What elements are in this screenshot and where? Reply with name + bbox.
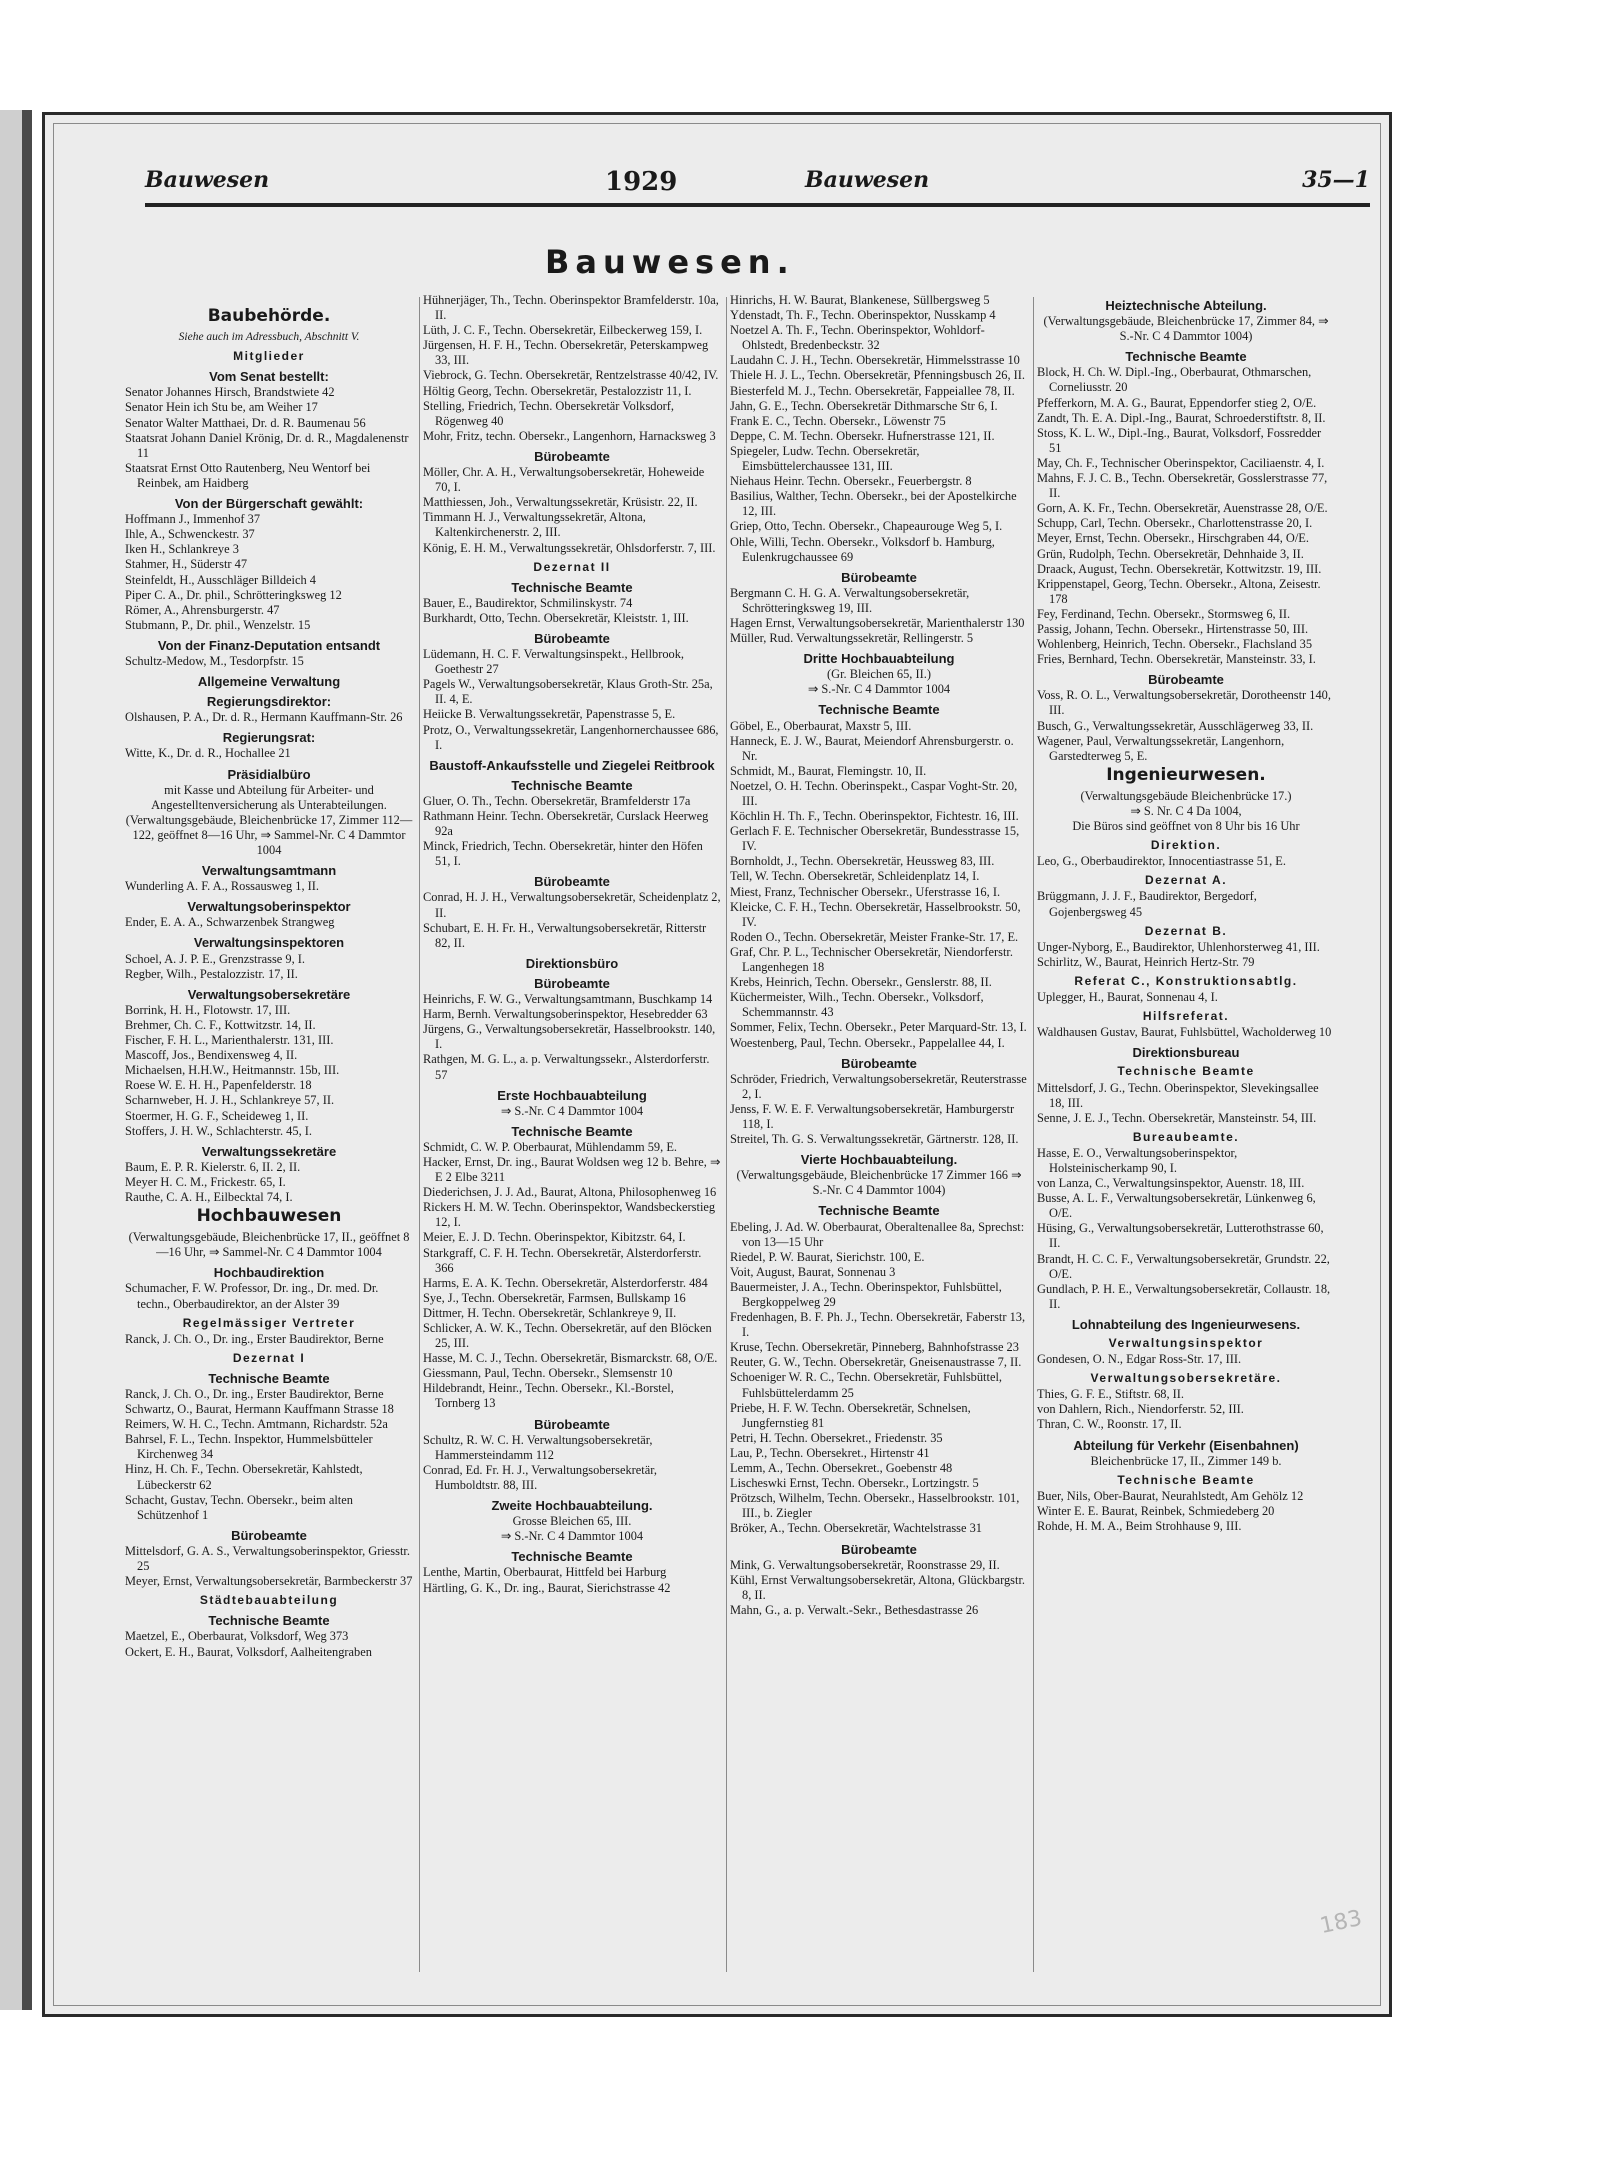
directory-entry: Miest, Franz, Technischer Obersekr., Uferstrasse 16, I. xyxy=(730,884,1001,899)
subsection-heading: Technische Beamte xyxy=(818,702,940,718)
directory-entry: Matthiessen, Joh., Verwaltungssekretär, Krüsistr. 22, II. xyxy=(423,495,698,510)
directory-entry: Fries, Bernhard, Techn. Obersekretär, Mansteinstr. 33, I. xyxy=(1037,652,1316,667)
section-heading: Ingenieurwesen. xyxy=(1106,764,1266,785)
directory-entry: Krippenstapel, Georg, Techn. Obersekr., Altona, Zeisestr. 178 xyxy=(1037,576,1324,606)
spaced-heading: Regelmässiger Vertreter xyxy=(182,1315,356,1330)
directory-entry: Priebe, H. F. W. Techn. Obersekretär, Schnelsen, Jungfernstieg 81 xyxy=(730,1400,974,1430)
directory-entry: Petri, H. Techn. Obersekret., Friedenstr. 35 xyxy=(730,1430,943,1445)
directory-entry: Kühl, Ernst Verwaltungsobersekretär, Altona, Glückbargstr. 8, II. xyxy=(730,1572,1029,1602)
directory-entry: Mahns, F. J. C. B., Techn. Obersekretär, Gosslerstrasse 77, II. xyxy=(1037,471,1331,501)
office-info: (Verwaltungsgebäude, Bleichenbrücke 17, Zimmer 84, ⇒ S.-Nr. C 4 Dammtor 1004) xyxy=(1043,314,1332,344)
directory-entry: Woestenberg, Paul, Techn. Obersekr., Pappelallee 44, I. xyxy=(730,1035,1005,1050)
directory-entry: Mohr, Fritz, techn. Obersekr., Langenhorn, Harnacksweg 3 xyxy=(423,428,716,443)
directory-entry: Stoss, K. L. W., Dipl.-Ing., Baurat, Volksdorf, Fossredder 51 xyxy=(1037,425,1325,455)
column-divider xyxy=(1033,297,1034,1972)
subsection-heading: Verwaltungsobersekretäre xyxy=(187,986,351,1002)
subsection-heading: Bürobeamte xyxy=(534,448,610,464)
directory-entry: Thran, C. W., Roonstr. 17, II. xyxy=(1037,1417,1182,1432)
directory-entry: Meyer H. C. M., Frickestr. 65, I. xyxy=(125,1174,286,1189)
office-info: Die Büros sind geöffnet von 8 Uhr bis 16 Uhr xyxy=(1072,819,1300,834)
directory-entry: Hoffmann J., Immenhof 37 xyxy=(125,512,261,527)
running-head-left: Bauwesen xyxy=(145,167,270,193)
directory-entry: Grün, Rudolph, Techn. Obersekretär, Dehnhaide 3, II. xyxy=(1037,546,1304,561)
directory-entry: Conrad, Ed. Fr. H. J., Verwaltungsobersekretär, Humboldtstr. 88, III. xyxy=(423,1462,661,1492)
directory-entry: Schupp, Carl, Techn. Obersekr., Charlottenstrasse 20, I. xyxy=(1037,516,1313,531)
directory-entry: Ebeling, J. Ad. W. Oberbaurat, Oberaltenallee 8a, Sprechst: von 13—15 Uhr xyxy=(730,1219,1028,1249)
directory-entry: Jürgens, G., Verwaltungsobersekretär, Hasselbrookstr. 140, I. xyxy=(423,1022,719,1052)
directory-entry: Uplegger, H., Baurat, Sonnenau 4, I. xyxy=(1037,990,1218,1005)
directory-entry: Hüsing, G., Verwaltungsobersekretär, Lutterothstrasse 60, II. xyxy=(1037,1221,1327,1251)
directory-entry: Passig, Johann, Techn. Obersekr., Hirtenstrasse 50, III. xyxy=(1037,621,1309,636)
directory-entry: Stoermer, H. G. F., Scheideweg 1, II. xyxy=(125,1108,309,1123)
directory-entry: Thiele H. J. L., Techn. Obersekretär, Pfenningsbusch 26, II. xyxy=(730,368,1026,383)
office-info: ⇒ S.-Nr. C 4 Dammtor 1004 xyxy=(807,682,951,697)
directory-entry: Hasse, M. C. J., Techn. Obersekretär, Bismarckstr. 68, O/E. xyxy=(423,1351,718,1366)
office-info: ⇒ S.-Nr. C 4 Dammtor 1004 xyxy=(500,1103,644,1118)
subsection-heading: Direktionsbüro xyxy=(525,955,619,971)
directory-entry: Roden O., Techn. Obersekretär, Meister Franke-Str. 17, E. xyxy=(730,929,1019,944)
directory-entry: Bauermeister, J. A., Techn. Oberinspektor, Fuhlsbüttel, Bergkoppelweg 29 xyxy=(730,1279,1005,1309)
directory-entry: Meier, E. J. D. Techn. Oberinspektor, Kibitzstr. 64, I. xyxy=(423,1230,686,1245)
directory-entry: von Lanza, C., Verwaltungsinspektor, Auenstr. 18, III. xyxy=(1037,1176,1305,1191)
subsection-heading: Technische Beamte xyxy=(511,777,633,793)
subsection-heading: Technische Beamte xyxy=(511,579,633,595)
subsection-heading: Verwaltungsinspektoren xyxy=(193,935,345,951)
spaced-heading: Hilfsreferat. xyxy=(1142,1009,1230,1024)
directory-entry: Niehaus Heinr. Techn. Obersekr., Feuerbergstr. 8 xyxy=(730,474,972,489)
directory-entry: Sommer, Felix, Techn. Obersekr., Peter Marquard-Str. 13, I. xyxy=(730,1020,1027,1035)
directory-entry: Gluer, O. Th., Techn. Obersekretär, Bramfelderstr 17a xyxy=(423,793,691,808)
directory-entry: Sye, J., Techn. Obersekretär, Farmsen, Bullskamp 16 xyxy=(423,1290,686,1305)
subsection-heading: Vom Senat bestellt: xyxy=(209,369,329,385)
directory-entry: Ender, E. A. A., Schwarzenbek Strangweg xyxy=(125,915,335,930)
directory-entry: Schultz, R. W. C. H. Verwaltungsobersekretär, Hammersteindamm 112 xyxy=(423,1432,656,1462)
directory-entry: Zandt, Th. E. A. Dipl.-Ing., Baurat, Schroederstiftstr. 8, II. xyxy=(1037,410,1326,425)
directory-entry: Griep, Otto, Techn. Obersekr., Chapeaurouge Weg 5, I. xyxy=(730,519,1003,534)
subsection-heading: Regierungsdirektor: xyxy=(206,694,332,710)
directory-entry: Ohle, Willi, Techn. Obersekr., Volksdorf b. Hamburg, Eulenkrugchaussee 69 xyxy=(730,534,998,564)
directory-entry: Heinrichs, F. W. G., Verwaltungsamtmann, Buschkamp 14 xyxy=(423,992,713,1007)
directory-entry: Block, H. Ch. W. Dipl.-Ing., Oberbaurat, Othmarschen, Corneliusstr. 20 xyxy=(1037,365,1315,395)
directory-entry: Timmann H. J., Verwaltungssekretär, Altona, Kaltenkirchenerstr. 2, III. xyxy=(423,510,649,540)
subsection-heading: Bürobeamte xyxy=(1148,672,1224,688)
spaced-heading: Dezernat A. xyxy=(1144,873,1228,888)
directory-entry: Starkgraff, C. F. H. Techn. Obersekretär, Alsterdorferstr. 366 xyxy=(423,1245,705,1275)
directory-entry: Rohde, H. M. A., Beim Strohhause 9, III. xyxy=(1037,1519,1242,1534)
directory-entry: Fredenhagen, B. F. Ph. J., Techn. Obersekretär, Faberstr 13, I. xyxy=(730,1310,1029,1340)
subsection-heading: Verwaltungssekretäre xyxy=(201,1143,337,1159)
directory-entry: Iken H., Schlankreye 3 xyxy=(125,542,239,557)
subsection-heading: Bürobeamte xyxy=(841,1541,917,1557)
directory-entry: Wunderling A. F. A., Rossausweg 1, II. xyxy=(125,879,319,894)
directory-entry: Hagen Ernst, Verwaltungsobersekretär, Marienthalerstr 130 xyxy=(730,615,1025,630)
directory-entry: Winter E. E. Baurat, Reinbek, Schmiedeberg 20 xyxy=(1037,1503,1275,1518)
subsection-heading: Direktionsbureau xyxy=(1132,1045,1240,1061)
directory-entry: Bornholdt, J., Techn. Obersekretär, Heussweg 83, III. xyxy=(730,854,995,869)
directory-entry: Hacker, Ernst, Dr. ing., Baurat Woldsen weg 12 b. Behre, ⇒ E 2 Elbe 3211 xyxy=(423,1154,724,1185)
subsection-heading: Vierte Hochbauabteilung. xyxy=(800,1152,958,1168)
directory-entry: Fischer, F. H. L., Marienthalerstr. 131, III. xyxy=(125,1033,334,1048)
directory-entry: Wagener, Paul, Verwaltungssekretär, Langenhorn, Garstedterweg 5, E. xyxy=(1037,733,1288,763)
office-info: (Verwaltungsgebäude, Bleichenbrücke 17, II., geöffnet 8—16 Uhr, ⇒ Sammel-Nr. C 4 Dammtor 1004 xyxy=(128,1230,410,1260)
directory-entry: Rauthe, C. A. H., Eilbecktal 74, I. xyxy=(125,1189,293,1204)
directory-entry: Senne, J. E. J., Techn. Obersekretär, Mansteinstr. 54, III. xyxy=(1037,1110,1317,1125)
cross-reference-note: Siehe auch im Adressbuch, Abschnitt V. xyxy=(178,331,360,344)
directory-entry: Brehmer, Ch. C. F., Kottwitzstr. 14, II. xyxy=(125,1017,316,1032)
subsection-heading: Von der Bürgerschaft gewählt: xyxy=(174,496,364,512)
directory-entry: Römer, A., Ahrensburgerstr. 47 xyxy=(125,602,280,617)
subsection-heading: Allgemeine Verwaltung xyxy=(197,674,341,690)
column-divider xyxy=(419,297,420,1972)
directory-entry: Gorn, A. K. Fr., Techn. Obersekretär, Auenstrasse 28, O/E. xyxy=(1037,501,1328,516)
subsection-heading: Bürobeamte xyxy=(534,1416,610,1432)
directory-entry: Dittmer, H. Techn. Obersekretär, Schlankreye 9, II. xyxy=(423,1305,677,1320)
directory-entry: Spiegeler, Ludw. Techn. Obersekretär, Eimsbüttelerchaussee 131, III. xyxy=(730,443,923,474)
directory-entry: Noetzel A. Th. F., Techn. Oberinspektor, Wohldorf-Ohlstedt, Bredenbeckstr. 32 xyxy=(730,323,985,353)
directory-entry: Draack, August, Techn. Obersekretär, Kottwitzstr. 19, III. xyxy=(1037,561,1322,576)
subsection-heading: Baustoff-Ankaufsstelle und Ziegelei Reitbrook xyxy=(429,757,715,773)
directory-entry: Krebs, Heinrich, Techn. Obersekr., Genslerstr. 88, II. xyxy=(730,975,992,990)
subsection-heading: Technische Beamte xyxy=(818,1203,940,1219)
directory-entry: Schröder, Friedrich, Verwaltungsobersekretär, Reuterstrasse 2, I. xyxy=(730,1071,1030,1101)
subsection-heading: Erste Hochbauabteilung xyxy=(497,1087,647,1103)
directory-entry: Stahmer, H., Süderstr 47 xyxy=(125,557,248,572)
directory-entry: Hanneck, E. J. W., Baurat, Meiendorf Ahrensburgerstr. o. Nr. xyxy=(730,733,1017,763)
directory-entry: Mahn, G., a. p. Verwalt.-Sekr., Bethesdastrasse 26 xyxy=(730,1602,979,1617)
office-info: Grosse Bleichen 65, III. xyxy=(512,1514,632,1529)
directory-entry: Viebrock, G. Techn. Obersekretär, Rentzelstrasse 40/42, IV. xyxy=(423,368,719,383)
directory-entry: Bauer, E., Baudirektor, Schmilinskystr. 74 xyxy=(423,595,633,610)
directory-entry: Biesterfeld M. J., Techn. Obersekretär, Fappeiallee 78, II. xyxy=(730,383,1015,398)
directory-entry: Conrad, H. J. H., Verwaltungsobersekretär, Scheidenplatz 2, II. xyxy=(423,890,724,920)
subsection-heading: Bürobeamte xyxy=(534,874,610,890)
directory-entry: Fey, Ferdinand, Techn. Obersekr., Stormsweg 6, II. xyxy=(1037,606,1291,621)
directory-entry: Mittelsdorf, J. G., Techn. Oberinspektor, Slevekingsallee 18, III. xyxy=(1037,1080,1322,1110)
directory-entry: Härtling, G. K., Dr. ing., Baurat, Sierichstrasse 42 xyxy=(423,1580,671,1595)
directory-entry: Busch, G., Verwaltungssekretär, Ausschlägerweg 33, II. xyxy=(1037,718,1314,733)
directory-entry: Noetzel, O. H. Techn. Oberinspekt., Caspar Voght-Str. 20, III. xyxy=(730,778,1021,808)
subsection-heading: Bürobeamte xyxy=(534,630,610,646)
column-2 xyxy=(423,293,724,1983)
spaced-heading: Dezernat B. xyxy=(1144,923,1228,938)
spaced-heading: Technische Beamte xyxy=(1117,1064,1255,1079)
directory-entry: Gerlach F. E. Technischer Obersekretär, Bundesstrasse 15, IV. xyxy=(730,824,1023,854)
directory-entry: Lischeswki Ernst, Techn. Obersekr., Lortzingstr. 5 xyxy=(730,1476,979,1491)
office-info: mit Kasse und Abteilung für Arbeiter- und Angestelltenversicherung als Unterabteilungen. xyxy=(151,782,387,812)
spaced-heading: Technische Beamte xyxy=(1117,1472,1255,1487)
directory-entry: Schwartz, O., Baurat, Hermann Kauffmann Strasse 18 xyxy=(125,1402,394,1417)
subsection-heading: Technische Beamte xyxy=(208,1613,330,1629)
directory-entry: Scharnweber, H. J. H., Schlankreye 57, II. xyxy=(125,1093,335,1108)
subsection-heading: Bürobeamte xyxy=(841,1055,917,1071)
directory-entry: Brüggmann, J. J. F., Baudirektor, Bergedorf, Gojenbergsweg 45 xyxy=(1037,889,1261,919)
handwritten-note: 183 xyxy=(1317,1905,1365,1940)
directory-entry: Bröker, A., Techn. Obersekretär, Wachtelstrasse 31 xyxy=(730,1521,982,1536)
column-1 xyxy=(125,305,413,1995)
spaced-heading: Dezernat II xyxy=(533,559,611,574)
subsection-heading: Dritte Hochbauabteilung xyxy=(803,651,955,667)
directory-entry: Lüth, J. C. F., Techn. Obersekretär, Eilbeckerweg 159, I. xyxy=(423,323,703,338)
directory-entry: Meyer, Ernst, Verwaltungsobersekretär, Barmbeckerstr 37 xyxy=(125,1574,413,1589)
directory-entry: Deppe, C. M. Techn. Obersekr. Hufnerstrasse 121, II. xyxy=(730,428,995,443)
directory-entry: Hildebrandt, Heinr., Techn. Obersekr., Kl.-Borstel, Tornberg 13 xyxy=(423,1381,677,1411)
directory-entry: Schoeniger W. R. C., Techn. Obersekretär, Fuhlsbüttel, Fuhlsbüttelerdamm 25 xyxy=(730,1370,1006,1400)
subsection-heading: Hochbaudirektion xyxy=(213,1265,325,1281)
spaced-heading: Dezernat I xyxy=(232,1350,306,1365)
directory-entry: Borrink, H. H., Flotowstr. 17, III. xyxy=(125,1002,291,1017)
scan-left-edge xyxy=(22,110,32,2010)
directory-entry: Ranck, J. Ch. O., Dr. ing., Erster Baudirektor, Berne xyxy=(125,1387,384,1401)
directory-entry: Burkhardt, Otto, Techn. Obersekretär, Kleiststr. 1, III. xyxy=(423,610,689,625)
directory-entry: Brandt, H. C. C. F., Verwaltungsobersekretär, Grundstr. 22, O/E. xyxy=(1037,1251,1333,1281)
directory-entry: Frank E. C., Techn. Obersekr., Löwenstr 75 xyxy=(730,413,946,428)
directory-entry: Streitel, Th. G. S. Verwaltungssekretär, Gärtnerstr. 128, II. xyxy=(730,1132,1019,1147)
directory-entry: Wohlenberg, Heinrich, Techn. Obersekr., Flachsland 35 xyxy=(1037,637,1313,652)
directory-entry: Ockert, E. H., Baurat, Volksdorf, Aalheitengraben xyxy=(125,1644,372,1659)
directory-entry: Rathgen, M. G. L., a. p. Verwaltungssekr., Alsterdorferstr. 57 xyxy=(423,1052,713,1082)
directory-entry: von Dahlern, Rich., Niendorferstr. 52, III. xyxy=(1037,1402,1244,1417)
directory-entry: Unger-Nyborg, E., Baudirektor, Uhlenhorsterweg 41, III. xyxy=(1037,939,1320,954)
directory-entry: Jürgensen, H. F. H., Techn. Obersekretär, Peterskampweg 33, III. xyxy=(423,338,712,368)
column-divider xyxy=(726,297,727,1972)
directory-entry: Kleicke, C. F. H., Techn. Obersekretär, Hasselbrookstr. 50, IV. xyxy=(730,899,1024,929)
directory-entry: Staatsrat Johann Daniel Krönig, Dr. d. R., Magdalenenstr 11 xyxy=(125,430,412,460)
directory-entry: Baum, E. P. R. Kielerstr. 6, II. 2, II. xyxy=(125,1159,301,1174)
spaced-heading: Direktion. xyxy=(1150,838,1222,853)
directory-entry: Jenss, F. W. E. F. Verwaltungsobersekretär, Hamburgerstr 118, I. xyxy=(730,1101,1018,1131)
subsection-heading: Bürobeamte xyxy=(231,1527,307,1543)
directory-entry: Höltig Georg, Techn. Obersekretär, Pestalozzistr 11, I. xyxy=(423,383,692,398)
directory-entry: Müller, Rud. Verwaltungssekretär, Rellingerstr. 5 xyxy=(730,631,974,646)
directory-entry: Laudahn C. J. H., Techn. Obersekretär, Himmelsstrasse 10 xyxy=(730,353,1020,368)
spaced-heading: Verwaltungsobersekretäre. xyxy=(1090,1371,1282,1386)
directory-entry: Witte, K., Dr. d. R., Hochallee 21 xyxy=(125,746,291,761)
directory-entry: Lau, P., Techn. Obersekret., Hirtenstr 41 xyxy=(730,1445,930,1460)
section-heading: Baubehörde. xyxy=(207,306,331,326)
directory-entry: Ihle, A., Schwenckestr. 37 xyxy=(125,527,255,542)
directory-entry: Rickers H. M. W. Techn. Oberinspektor, Wandsbeckerstieg 12, I. xyxy=(423,1200,719,1230)
directory-entry: Jahn, G. E., Techn. Obersekretär Dithmarsche Str 6, I. xyxy=(730,398,998,413)
directory-entry: Mittelsdorf, G. A. S., Verwaltungsoberinspektor, Griesstr. 25 xyxy=(125,1543,414,1574)
directory-entry: Protz, O., Verwaltungssekretär, Langenhornerchaussee 686, I. xyxy=(423,722,722,752)
section-heading: Hochbauwesen xyxy=(196,1206,342,1227)
page-number: 35—1 xyxy=(1302,167,1370,193)
directory-entry: Reimers, W. H. C., Techn. Amtmann, Richardstr. 52a xyxy=(125,1417,388,1432)
subsection-heading: Technische Beamte xyxy=(511,1549,633,1565)
directory-entry: Rathmann Heinr. Techn. Obersekretär, Curslack Heerweg 92a xyxy=(423,809,712,839)
directory-entry: Waldhausen Gustav, Baurat, Fuhlsbüttel, Wacholderweg 10 xyxy=(1037,1025,1332,1040)
directory-entry: Köchlin H. Th. F., Techn. Oberinspektor, Fichtestr. 16, III. xyxy=(730,809,1019,824)
directory-entry: Stelling, Friedrich, Techn. Obersekretär Volksdorf, Rögenweg 40 xyxy=(423,398,678,428)
directory-entry: Giessmann, Paul, Techn. Obersekr., Slemsenstr 10 xyxy=(423,1366,673,1381)
directory-entry: Senator Hein ich Stu be, am Weiher 17 xyxy=(125,400,318,415)
subsection-heading: Abteilung für Verkehr (Eisenbahnen) xyxy=(1073,1437,1299,1453)
directory-entry: Senator Walter Matthaei, Dr. d. R. Baumenau 56 xyxy=(125,415,366,430)
directory-entry: Prötzsch, Wilhelm, Techn. Obersekr., Hasselbrookstr. 101, III., b. Ziegler xyxy=(730,1491,1023,1521)
directory-entry: Bergmann C. H. G. A. Verwaltungsobersekretär, Schrötteringksweg 19, III. xyxy=(730,585,973,615)
directory-entry: Ydenstadt, Th. F., Techn. Oberinspektor, Nusskamp 4 xyxy=(730,308,996,323)
directory-entry: Kruse, Techn. Obersekretär, Pinneberg, Bahnhofstrasse 23 xyxy=(730,1340,1019,1355)
directory-entry: Lemm, A., Techn. Obersekret., Goebenstr 48 xyxy=(730,1461,953,1476)
directory-entry: Göbel, E., Oberbaurat, Maxstr 5, III. xyxy=(730,718,912,733)
directory-entry: Lenthe, Martin, Oberbaurat, Hittfeld bei Harburg xyxy=(423,1565,667,1580)
directory-entry: Busse, A. L. F., Verwaltungsobersekretär, Lünkenweg 6, O/E. xyxy=(1037,1191,1319,1221)
directory-entry: Thies, G. F. E., Stiftstr. 68, II. xyxy=(1037,1387,1185,1402)
directory-entry: Harms, E. A. K. Techn. Obersekretär, Alsterdorferstr. 484 xyxy=(423,1275,708,1290)
column-4 xyxy=(1037,293,1335,1983)
directory-entry: Minck, Friedrich, Techn. Obersekretär, hinter den Höfen 51, I. xyxy=(423,839,706,869)
directory-entry: Schmidt, M., Baurat, Flemingstr. 10, II. xyxy=(730,763,927,778)
directory-entry: Riedel, P. W. Baurat, Sierichstr. 100, E. xyxy=(730,1249,925,1264)
office-info: Bleichenbrücke 17, II., Zimmer 149 b. xyxy=(1090,1453,1282,1468)
directory-entry: Schirlitz, W., Baurat, Heinrich Hertz-Str. 79 xyxy=(1037,954,1255,969)
subsection-heading: Verwaltungsoberinspektor xyxy=(187,899,351,915)
directory-entry: Harm, Bernh. Verwaltungsoberinspektor, Hesebredder 63 xyxy=(423,1007,708,1022)
directory-entry: Schoel, A. J. P. E., Grenzstrasse 9, I. xyxy=(125,951,305,966)
subsection-heading: Heiztechnische Abteilung. xyxy=(1105,298,1267,313)
office-info: (Verwaltungsgebäude, Bleichenbrücke 17 Zimmer 166 ⇒ S.-Nr. C 4 Dammtor 1004) xyxy=(736,1168,1025,1198)
directory-entry: Roese W. E. H. H., Papenfelderstr. 18 xyxy=(125,1078,312,1093)
directory-entry: Schubart, E. H. Fr. H., Verwaltungsobersekretär, Ritterstr 82, II. xyxy=(423,920,710,950)
running-head-right: Bauwesen xyxy=(805,167,930,193)
subsection-heading: Verwaltungsamtmann xyxy=(201,863,337,879)
directory-entry: Michaelsen, H.H.W., Heitmannstr. 15b, III. xyxy=(125,1063,340,1078)
directory-entry: Hasse, E. O., Verwaltungsoberinspektor, Holsteinischerkamp 90, I. xyxy=(1037,1145,1241,1175)
directory-entry: König, E. H. M., Verwaltungssekretär, Ohlsdorferstr. 7, III. xyxy=(423,540,716,555)
subsection-heading: Technische Beamte xyxy=(208,1370,330,1386)
column-3 xyxy=(730,293,1028,1983)
directory-entry: Voss, R. O. L., Verwaltungsobersekretär, Dorotheenstr 140, III. xyxy=(1037,688,1335,718)
directory-entry: May, Ch. F., Technischer Oberinspektor, Caciliaenstr. 4, I. xyxy=(1037,455,1325,470)
directory-entry: Stoffers, J. H. W., Schlachterstr. 45, I. xyxy=(125,1123,312,1138)
directory-entry: Maetzel, E., Oberbaurat, Volksdorf, Weg 373 xyxy=(125,1629,349,1644)
directory-entry: Pagels W., Verwaltungsobersekretär, Klaus Groth-Str. 25a, II. 4, E. xyxy=(423,677,716,707)
directory-entry: Küchermeister, Wilh., Techn. Obersekr., Volksdorf, Schemmannstr. 43 xyxy=(730,990,987,1020)
directory-entry: Pfefferkorn, M. A. G., Baurat, Eppendorfer stieg 2, O/E. xyxy=(1037,395,1317,410)
directory-entry: Schumacher, F. W. Professor, Dr. ing., Dr. med. Dr. techn., Oberbaudirektor, an der Alster 39 xyxy=(125,1281,382,1311)
directory-entry: Stubmann, P., Dr. phil., Wenzelstr. 15 xyxy=(125,617,311,632)
directory-entry: Piper C. A., Dr. phil., Schrötteringksweg 12 xyxy=(125,587,342,602)
office-info: ⇒ S. Nr. C 4 Da 1004, xyxy=(1130,804,1242,818)
directory-entry: Bahrsel, F. L., Techn. Inspektor, Hummelsbütteler Kirchenweg 34 xyxy=(125,1432,376,1462)
directory-entry: Schmidt, C. W. P. Oberbaurat, Mühlendamm 59, E. xyxy=(423,1139,677,1154)
directory-entry: Ranck, J. Ch. O., Dr. ing., Erster Baudirektor, Berne xyxy=(125,1331,384,1346)
directory-entry: Voit, August, Baurat, Sonnenau 3 xyxy=(730,1264,896,1279)
directory-entry: Basilius, Walther, Techn. Obersekr., bei der Apostelkirche 12, III. xyxy=(730,489,1020,519)
subsection-heading: Technische Beamte xyxy=(1125,349,1247,365)
office-info: (Gr. Bleichen 65, II.) xyxy=(827,667,931,682)
running-head xyxy=(145,167,1370,201)
directory-page xyxy=(42,112,1392,2017)
directory-entry: Gundlach, P. H. E., Verwaltungsobersekretär, Collaustr. 18, II. xyxy=(1037,1281,1334,1311)
scan-left-strip xyxy=(0,110,22,2010)
spaced-heading: Verwaltungsinspektor xyxy=(1108,1336,1264,1350)
subsection-heading: Bürobeamte xyxy=(841,569,917,585)
spaced-heading: Referat C., Konstruktionsabtlg. xyxy=(1074,973,1298,988)
page-title: Bauwesen. xyxy=(545,243,795,281)
directory-entry: Reuter, G. W., Techn. Obersekretär, Gneisenaustrasse 7, II. xyxy=(730,1355,1022,1370)
directory-entry: Hühnerjäger, Th., Techn. Oberinspektor Bramfelderstr. 10a, II. xyxy=(423,293,722,323)
subsection-heading: Technische Beamte xyxy=(511,1123,633,1139)
subsection-heading: Von der Finanz-Deputation entsandt xyxy=(157,637,381,653)
office-info: ⇒ S.-Nr. C 4 Dammtor 1004 xyxy=(500,1529,644,1544)
subsection-heading: Bürobeamte xyxy=(534,975,610,991)
directory-entry: Regber, Wilh., Pestalozzistr. 17, II. xyxy=(125,966,298,981)
directory-entry: Buer, Nils, Ober-Baurat, Neurahlstedt, Am Gehölz 12 xyxy=(1037,1488,1304,1503)
directory-entry: Lüdemann, H. C. F. Verwaltungsinspekt., Hellbrook, Goethestr 27 xyxy=(423,647,688,677)
directory-entry: Hinz, H. Ch. F., Techn. Obersekretär, Kahlstedt, Lübeckerstr 62 xyxy=(125,1462,366,1492)
office-info: (Verwaltungsgebäude, Bleichenbrücke 17, Zimmer 112—122, geöffnet 8—16 Uhr, ⇒ Sammel-Nr. C 4 Dammtor 1004 xyxy=(125,812,413,857)
spaced-heading: Bureaubeamte. xyxy=(1132,1129,1240,1144)
directory-entry: Mink, G. Verwaltungsobersekretär, Roonstrasse 29, II. xyxy=(730,1557,1000,1572)
directory-entry: Senator Johannes Hirsch, Brandstwiete 42 xyxy=(125,385,335,400)
directory-entry: Gondesen, O. N., Edgar Ross-Str. 17, III. xyxy=(1037,1352,1242,1367)
directory-entry: Tell, W. Techn. Obersekretär, Schleidenplatz 14, I. xyxy=(730,869,980,884)
directory-entry: Hinrichs, H. W. Baurat, Blankenese, Süllbergsweg 5 xyxy=(730,293,990,307)
directory-entry: Meyer, Ernst, Techn. Obersekr., Hirschgraben 44, O/E. xyxy=(1037,531,1309,546)
directory-entry: Schlicker, A. W. K., Techn. Obersekretär, auf den Blöcken 25, III. xyxy=(423,1321,715,1351)
subsection-heading: Zweite Hochbauabteilung. xyxy=(491,1498,653,1514)
running-head-year: 1929 xyxy=(605,167,678,197)
directory-entry: Schacht, Gustav, Techn. Obersekr., beim alten Schützenhof 1 xyxy=(125,1492,357,1522)
subsection-heading: Präsidialbüro xyxy=(227,766,311,782)
directory-entry: Möller, Chr. A. H., Verwaltungsobersekretär, Hoheweide 70, I. xyxy=(423,465,708,495)
directory-entry: Staatsrat Ernst Otto Rautenberg, Neu Wentorf bei Reinbek, am Haidberg xyxy=(125,460,374,490)
directory-entry: Heiicke B. Verwaltungssekretär, Papenstrasse 5, E. xyxy=(423,707,676,722)
directory-entry: Leo, G., Oberbaudirektor, Innocentiastrasse 51, E. xyxy=(1037,854,1286,869)
directory-entry: Mascoff, Jos., Bendixensweg 4, II. xyxy=(125,1048,298,1063)
directory-entry: Steinfeldt, H., Ausschläger Billdeich 4 xyxy=(125,572,316,587)
directory-entry: Diederichsen, J. J. Ad., Baurat, Altona, Philosophenweg 16 xyxy=(423,1185,717,1200)
directory-entry: Olshausen, P. A., Dr. d. R., Hermann Kauffmann-Str. 26 xyxy=(125,710,403,725)
spaced-heading: Städtebauabteilung xyxy=(199,1593,339,1608)
office-info: (Verwaltungsgebäude Bleichenbrücke 17.) xyxy=(1080,788,1292,803)
subsection-heading: Regierungsrat: xyxy=(222,730,316,746)
spaced-heading: Mitglieder xyxy=(233,349,305,364)
directory-entry: Schultz-Medow, M., Tesdorpfstr. 15 xyxy=(125,653,304,668)
directory-entry: Graf, Chr. P. L., Technischer Obersekretär, Niendorferstr. Langenhegen 18 xyxy=(730,944,1017,975)
head-rule xyxy=(145,203,1370,207)
subsection-heading: Lohnabteilung des Ingenieurwesens. xyxy=(1071,1316,1301,1332)
